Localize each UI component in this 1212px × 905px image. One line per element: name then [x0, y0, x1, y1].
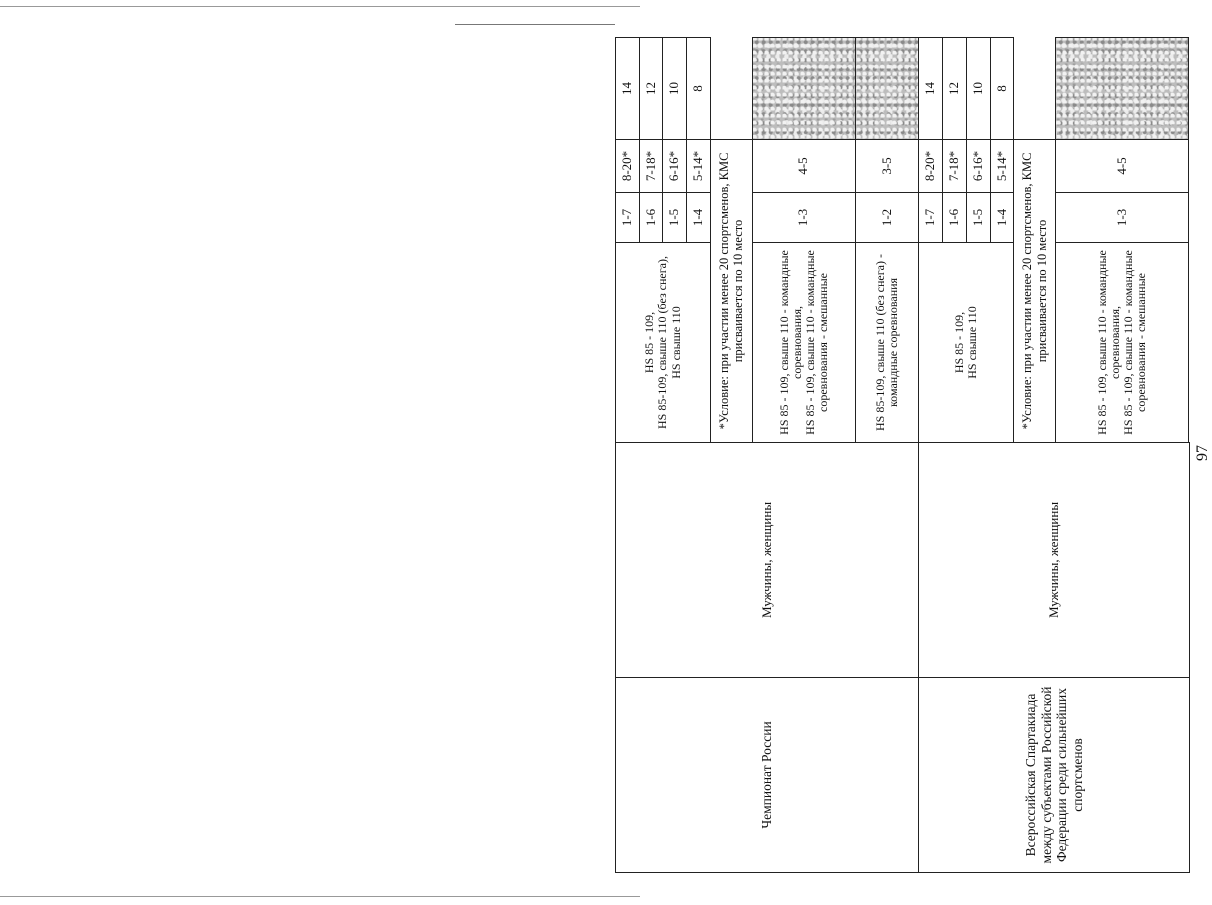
gender-cell: Мужчины, женщины [616, 442, 919, 677]
place-cell: 4-5 [752, 139, 855, 192]
age-cell: 12 [943, 37, 967, 139]
place-cell: 5-14* [687, 139, 711, 192]
table-row [616, 37, 640, 872]
place-cell: 6-16* [966, 139, 990, 192]
bottom-rule [0, 896, 640, 897]
place-cell: 1-5 [663, 192, 687, 242]
place-cell: 1-5 [966, 192, 990, 242]
place-cell: 8-20* [919, 139, 943, 192]
condition-note: *Условие: при участии менее 20 спортсменов, КМС присваивается по 10 место [1014, 139, 1056, 442]
age-cell: 10 [966, 37, 990, 139]
place-cell: 1-7 [616, 192, 640, 242]
hill-size-cell [919, 242, 1014, 442]
page-number: 97 [1194, 445, 1211, 461]
hill-size-line: HS 85 - 109, HS свыше 110 [952, 306, 980, 379]
place-cell: 1-7 [919, 192, 943, 242]
gender-cell: Мужчины, женщины [919, 442, 1190, 677]
place-cell: 1-3 [1056, 192, 1188, 242]
event-name: Чемпионат России [616, 678, 919, 873]
age-cell: 12 [639, 37, 663, 139]
place-cell: 5-14* [990, 139, 1014, 192]
rotated-page [615, 38, 1211, 873]
place-cell: 1-4 [687, 192, 711, 242]
age-cell: 8 [990, 37, 1014, 139]
place-cell: 7-18* [943, 139, 967, 192]
team-event-cell [1056, 242, 1188, 442]
age-cell: 14 [616, 37, 640, 139]
place-cell: 8-20* [616, 139, 640, 192]
team-event-cell: HS 85-109, свыше 110 (без снега) - командные соревнования [856, 242, 919, 442]
team-event-cell [752, 242, 855, 442]
corner-rule [455, 24, 615, 25]
team-event-text: HS 85 - 109, свыше 110 - командные соревнования, HS 85 - 109, свыше 110 - командные соревнования - смешанные [776, 250, 831, 435]
place-cell: 4-5 [1056, 139, 1188, 192]
place-cell: 3-5 [856, 139, 919, 192]
place-cell: 1-4 [990, 192, 1014, 242]
age-cell: 8 [687, 37, 711, 139]
place-cell: 1-6 [639, 192, 663, 242]
event-name: Всероссийская Спартакиада между субъектами Российской Федерации среди сильнейших спортсменов [919, 678, 1190, 873]
condition-note: *Условие: при участии менее 20 спортсменов, КМС присваивается по 10 место [710, 139, 752, 442]
top-rule [0, 6, 640, 7]
spacer [1188, 37, 1189, 442]
place-cell: 6-16* [663, 139, 687, 192]
hill-size-cell [616, 242, 711, 442]
table-row [919, 37, 943, 872]
shaded-cell [752, 37, 855, 139]
age-cell: 14 [919, 37, 943, 139]
team-event-text: HS 85 - 109, свыше 110 - командные соревнования, HS 85 - 109, свыше 110 - командные соревнования - смешанные [1094, 250, 1149, 435]
age-cell: 10 [663, 37, 687, 139]
hill-size-line: HS 85 - 109, HS 85-109, свыше 110 (без снега), HS свыше 110 [642, 255, 683, 429]
shaded-cell [856, 37, 919, 139]
qualification-table [615, 37, 1190, 873]
place-cell: 1-2 [856, 192, 919, 242]
place-cell: 7-18* [639, 139, 663, 192]
place-cell: 1-3 [752, 192, 855, 242]
shaded-cell [1056, 37, 1188, 139]
place-cell: 1-6 [943, 192, 967, 242]
